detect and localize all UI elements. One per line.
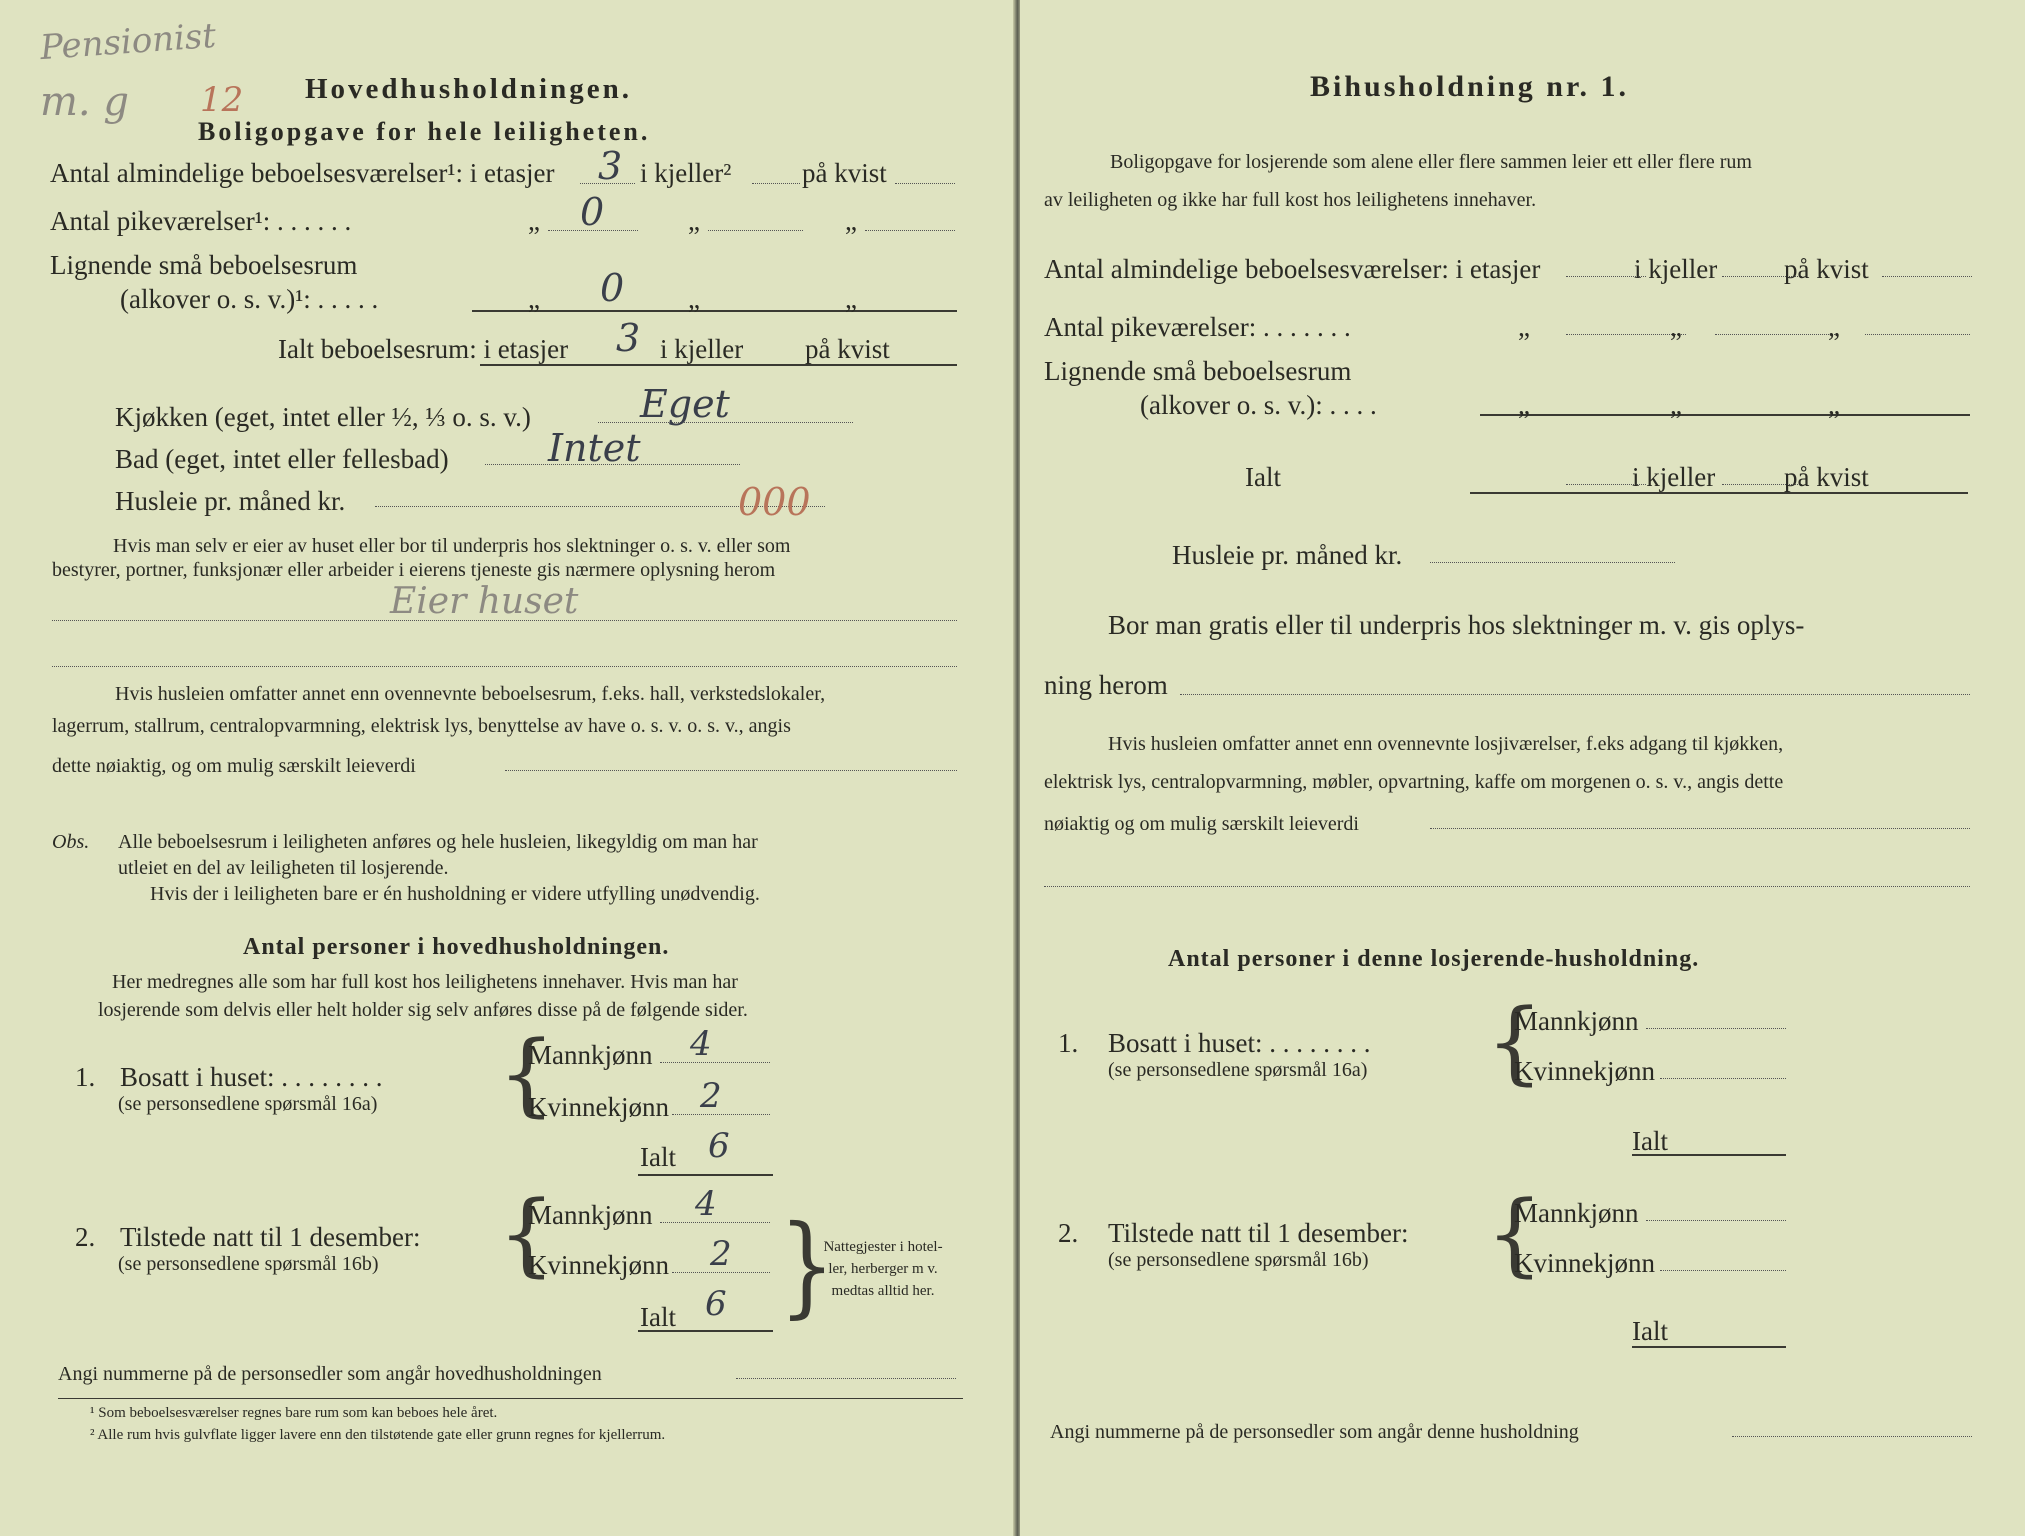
- ditto-mark: „: [688, 206, 700, 236]
- right-q1-mann-label: Mannkjønn: [1514, 1006, 1639, 1036]
- q1-ialt-value: 6: [708, 1126, 730, 1166]
- bad-value: Intet: [548, 426, 641, 470]
- omfatter-text-2: lagerrum, stallrum, centralopvarmning, elektrisk lys, benyttelse av have o. s. v. o. s. v., angis: [52, 715, 791, 737]
- q1-kvinne-label: Kvinnekjønn: [528, 1092, 669, 1122]
- right-q1-sublabel: (se personsedlene spørsmål 16a): [1108, 1059, 1368, 1081]
- eier-text-2: bestyrer, portner, funksjonær eller arbeider i eierens tjeneste gis nærmere oplysning herom: [52, 559, 776, 581]
- right-q2-number: 2.: [1058, 1218, 1079, 1248]
- persons-text-1: Her medregnes alle som har full kost hos leilighetens innehaver. Hvis man har: [112, 971, 738, 993]
- right-intro-2: av leiligheten og ikke har full kost hos leilighetens innehaver.: [1044, 189, 1537, 211]
- q2-right-brace: {: [779, 1201, 835, 1329]
- obs-text-3: Hvis der i leiligheten bare er én husholdning er videre utfylling unødvendig.: [150, 883, 760, 905]
- q1-sublabel: (se personsedlene spørsmål 16a): [118, 1093, 378, 1115]
- q1-ialt-label: Ialt: [640, 1142, 676, 1172]
- bad-label: Bad (eget, intet eller fellesbad): [115, 444, 449, 474]
- q2-ialt-label: Ialt: [640, 1302, 676, 1332]
- ditto-mark: „: [528, 284, 540, 314]
- q2-kvinne-value: 2: [710, 1234, 732, 1274]
- ialt-kvist-label: på kvist: [805, 334, 890, 364]
- right-q1-label: Bosatt i huset: . . . . . . . .: [1108, 1028, 1371, 1058]
- q1-number: 1.: [75, 1062, 96, 1092]
- right-pike-label: Antal pikeværelser: . . . . . . .: [1044, 312, 1351, 342]
- omfatter-text-3: dette nøiaktig, og om mulig særskilt leieverdi: [52, 755, 416, 777]
- right-gratis-1: Bor man gratis eller til underpris hos slektninger m. v. gis oplys-: [1108, 610, 1805, 640]
- persons-text-2: losjerende som delvis eller helt holder sig selv anføres disse på de følgende sider.: [98, 999, 748, 1021]
- natt-note-2: ler, herberger m v.: [828, 1261, 938, 1277]
- ditto-mark: „: [845, 206, 857, 236]
- q2-mann-label: Mannkjønn: [528, 1200, 653, 1230]
- q2-mann-value: 4: [695, 1184, 717, 1224]
- right-q2-ialt-label: Ialt: [1632, 1316, 1668, 1346]
- angi-label: Angi nummerne på de personsedler som angår hovedhusholdningen: [58, 1363, 602, 1385]
- right-q2-brace: {: [1486, 1182, 1544, 1287]
- right-omfatter-3: nøiaktig og om mulig særskilt leieverdi: [1044, 813, 1359, 835]
- right-page: [1020, 0, 2025, 1536]
- alm-label: Antal almindelige beboelsesværelser¹: i etasjer: [50, 158, 555, 188]
- q2-number: 2.: [75, 1222, 96, 1252]
- natt-note-3: medtas alltid her.: [831, 1283, 935, 1299]
- eier-value: Eier huset: [390, 581, 579, 622]
- q1-kvinne-value: 2: [700, 1076, 722, 1116]
- ialt-kjeller-label: i kjeller: [660, 334, 744, 364]
- ditto-mark: „: [688, 284, 700, 314]
- right-q1-brace: {: [1486, 990, 1544, 1095]
- lign-label: Lignende små beboelsesrum: [50, 250, 358, 280]
- ditto-mark: „: [1518, 312, 1530, 342]
- right-ialt-kjeller-label: i kjeller: [1632, 462, 1716, 492]
- right-lign-label-2: (alkover o. s. v.): . . . .: [1140, 390, 1377, 420]
- ditto-mark: „: [1828, 390, 1840, 420]
- right-kjeller-label: i kjeller: [1634, 254, 1718, 284]
- right-husleie-label: Husleie pr. måned kr.: [1172, 540, 1403, 570]
- right-q2-sublabel: (se personsedlene spørsmål 16b): [1108, 1249, 1369, 1271]
- margin-note-pensionist: Pensionist: [38, 15, 218, 69]
- right-q2-kvinne-label: Kvinnekjønn: [1514, 1248, 1655, 1278]
- ditto-mark: „: [845, 284, 857, 314]
- right-omfatter-2: elektrisk lys, centralopvarmning, møbler, opvartning, kaffe om morgenen o. s. v., angis dette: [1044, 771, 1784, 793]
- left-subtitle: Boligopgave for hele leiligheten.: [198, 117, 651, 146]
- ditto-mark: „: [1670, 390, 1682, 420]
- right-ialt-label: Ialt: [1245, 462, 1281, 492]
- ditto-mark: „: [1670, 312, 1682, 342]
- obs-text-1: Alle beboelsesrum i leiligheten anføres og hele husleien, likegyldig om man har: [118, 831, 758, 853]
- husleie-label: Husleie pr. måned kr.: [115, 486, 346, 516]
- right-lign-label: Lignende små beboelsesrum: [1044, 356, 1352, 386]
- alm-kvist-label: på kvist: [802, 158, 887, 188]
- left-title: Hovedhusholdningen.: [305, 73, 632, 105]
- kjokken-value: Eget: [640, 382, 730, 426]
- pike-label: Antal pikeværelser¹: . . . . . .: [50, 206, 352, 236]
- q1-label: Bosatt i huset: . . . . . . . .: [120, 1062, 383, 1092]
- footnote-1: ¹ Som beboelsesværelser regnes bare rum som kan beboes hele året.: [90, 1405, 498, 1421]
- natt-note-1: Nattegjester i hotel-: [823, 1239, 943, 1255]
- alm-kjeller-label: i kjeller²: [640, 158, 732, 188]
- q2-label: Tilstede natt til 1 desember:: [120, 1222, 421, 1252]
- ditto-mark: „: [528, 206, 540, 236]
- q2-sublabel: (se personsedlene spørsmål 16b): [118, 1253, 379, 1275]
- ditto-mark: „: [1828, 312, 1840, 342]
- persons-title: Antal personer i hovedhusholdningen.: [243, 934, 670, 960]
- right-q2-mann-label: Mannkjønn: [1514, 1198, 1639, 1228]
- lign-etasjer-value: 0: [600, 266, 625, 310]
- right-alm-label: Antal almindelige beboelsesværelser: i etasjer: [1044, 254, 1541, 284]
- right-q2-label: Tilstede natt til 1 desember:: [1108, 1218, 1409, 1248]
- margin-note-mg: m. g: [40, 79, 129, 125]
- right-title: Bihusholdning nr. 1.: [1310, 70, 1630, 103]
- q1-brace: {: [498, 1022, 556, 1127]
- q2-brace: {: [498, 1182, 556, 1287]
- omfatter-text-1: Hvis husleien omfatter annet enn ovennevnte beboelsesrum, f.eks. hall, verkstedslokaler,: [115, 683, 826, 705]
- right-q1-kvinne-label: Kvinnekjønn: [1514, 1056, 1655, 1086]
- right-gratis-2: ning herom: [1044, 670, 1168, 700]
- q2-ialt-value: 6: [705, 1284, 727, 1324]
- eier-text-1: Hvis man selv er eier av huset eller bor til underpris hos slektninger o. s. v. eller som: [113, 535, 791, 557]
- right-ialt-kvist-label: på kvist: [1784, 462, 1869, 492]
- husleie-value: 000: [738, 480, 811, 524]
- right-persons-title: Antal personer i denne losjerende-husholdning.: [1168, 946, 1700, 972]
- pike-etasjer-value: 0: [580, 190, 605, 234]
- right-intro-1: Boligopgave for losjerende som alene eller flere sammen leier ett eller flere rum: [1110, 151, 1752, 173]
- right-q1-ialt-label: Ialt: [1632, 1126, 1668, 1156]
- obs-label: Obs.: [52, 831, 90, 853]
- ialt-beboelsesrum-label: Ialt beboelsesrum: i etasjer: [278, 334, 569, 364]
- kjokken-label: Kjøkken (eget, intet eller ½, ⅓ o. s. v.): [115, 402, 531, 432]
- q1-mann-value: 4: [690, 1024, 712, 1064]
- right-omfatter-1: Hvis husleien omfatter annet enn ovennevnte losjiværelser, f.eks adgang til kjøkken,: [1108, 733, 1784, 755]
- ialt-etasjer-value: 3: [616, 316, 641, 360]
- ditto-mark: „: [1518, 390, 1530, 420]
- lign-label-2: (alkover o. s. v.)¹: . . . . .: [120, 284, 379, 314]
- q1-mann-label: Mannkjønn: [528, 1040, 653, 1070]
- q2-kvinne-label: Kvinnekjønn: [528, 1250, 669, 1280]
- obs-text-2: utleiet en del av leiligheten til losjerende.: [118, 857, 449, 879]
- right-q1-number: 1.: [1058, 1028, 1079, 1058]
- right-angi-label: Angi nummerne på de personsedler som angår denne husholdning: [1050, 1421, 1579, 1443]
- right-kvist-label: på kvist: [1784, 254, 1869, 284]
- margin-note-number: 12: [200, 80, 244, 120]
- footnote-2: ² Alle rum hvis gulvflate ligger lavere enn den tilstøtende gate eller grunn regnes for kjellerrum.: [90, 1427, 666, 1443]
- alm-etasjer-value: 3: [598, 144, 623, 188]
